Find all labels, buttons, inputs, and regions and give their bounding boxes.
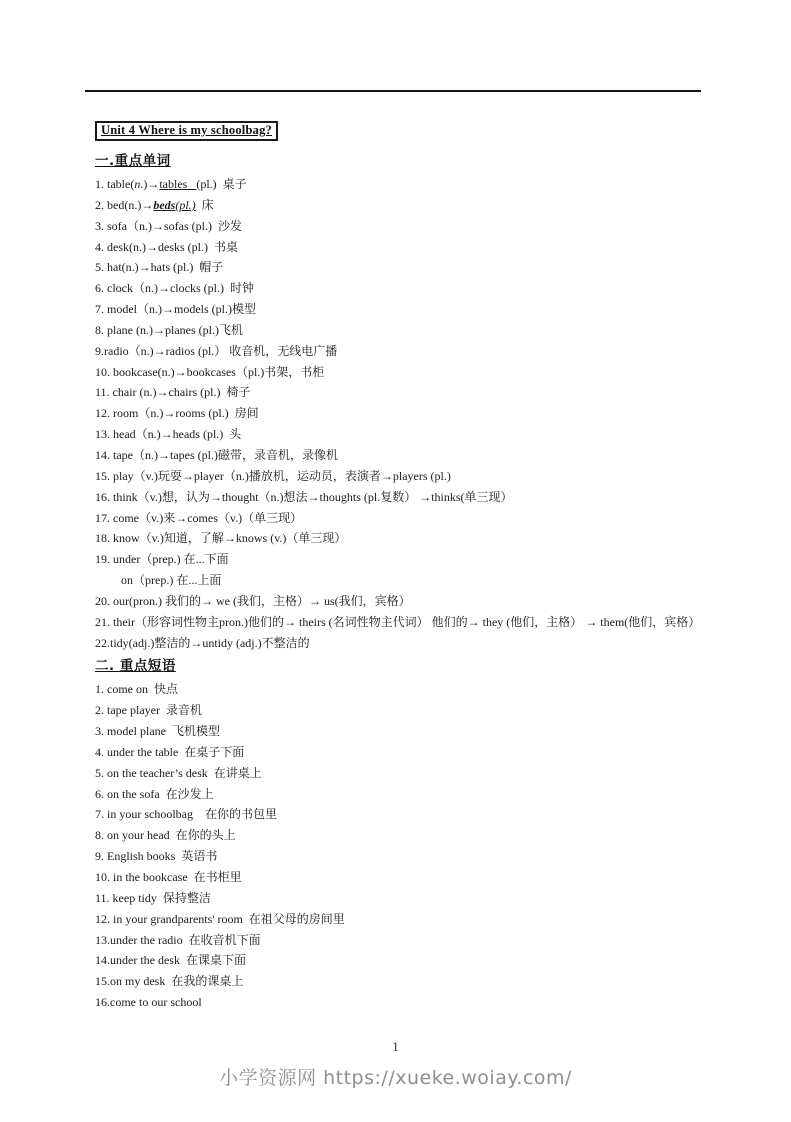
document-content <box>95 121 770 1013</box>
phrase-item: 12. in your grandparents' room 在祖父母的房间里 <box>95 911 345 926</box>
phrase-item: 3. model plane 飞机模型 <box>95 724 220 739</box>
phrase-item: 5. on the teacher’s desk 在讲桌上 <box>95 765 262 780</box>
phrase-item: 13.under the radio 在收音机下面 <box>95 932 261 947</box>
phrase-item: 8. on your head 在你的头上 <box>95 828 236 843</box>
word-item: 2. bed(n.)→beds(pl.) 床 <box>95 197 214 212</box>
phrase-item: 6. on the sofa 在沙发上 <box>95 786 214 801</box>
section-words <box>95 148 770 174</box>
phrase-item: 16.come to our school <box>95 995 202 1010</box>
word-list <box>95 174 770 653</box>
word-item: 11. chair (n.)→chairs (pl.) 椅子 <box>95 385 251 400</box>
word-item: 1. table(n.)→tables (pl.) 桌子 <box>95 177 247 191</box>
word-item: 14. tape（n.)→tapes (pl.)磁带，录音机，录像机 <box>95 447 338 462</box>
phrase-item: 14.under the desk 在课桌下面 <box>95 953 246 968</box>
phrase-item: 2. tape player 录音机 <box>95 703 202 718</box>
word-item: 10. bookcase(n.)→bookcases（pl.)书架，书柜 <box>95 364 325 379</box>
phrase-item: 15.on my desk 在我的课桌上 <box>95 974 244 989</box>
page-number: 1 <box>392 1039 399 1054</box>
phrase-list <box>95 679 770 1013</box>
word-item: 4. desk(n.)→desks (pl.) 书桌 <box>95 239 238 254</box>
site-footer: 小学资源网 https://xueke.woiay.com/ <box>219 1067 572 1089</box>
phrase-item: 11. keep tidy 保持整洁 <box>95 890 211 905</box>
word-item: 18. know（v.)知道，了解→knows (v.)（单三现） <box>95 531 347 546</box>
word-item: on（prep.) 在...上面 <box>121 573 222 588</box>
word-item: 7. model（n.)→models (pl.)模型 <box>95 302 256 317</box>
word-item: 9.radio（n.)→radios (pl.） 收音机，无线电广播 <box>95 343 338 358</box>
header-rule <box>85 90 701 92</box>
phrase-item: 4. under the table 在桌子下面 <box>95 744 245 759</box>
section-heading-phrases: 二. 重点短语 <box>95 658 176 675</box>
word-item: 16. think（v.)想，认为→thought（n.)想法→thoughts (pl.复数） →thinks(单三现） <box>95 489 513 504</box>
phrase-item: 10. in the bookcase 在书柜里 <box>95 870 242 884</box>
word-item: 13. head（n.)→heads (pl.) 头 <box>95 427 242 442</box>
phrase-item: 9. English books 英语书 <box>95 849 218 864</box>
title-row <box>95 121 770 148</box>
section-phrases <box>95 653 770 679</box>
word-item: 3. sofa（n.)→sofas (pl.) 沙发 <box>95 218 242 233</box>
word-item: 6. clock（n.)→clocks (pl.) 时钟 <box>95 281 254 296</box>
word-item: 20. our(pron.) 我们的→ we (我们，主格）→ us(我们，宾格） <box>95 593 411 608</box>
word-item: 19. under（prep.) 在...下面 <box>95 552 229 567</box>
word-item: 15. play（v.)玩耍→player（n.)播放机，运动员，表演者→players (pl.) <box>95 468 451 483</box>
word-item: 17. come（v.)来→comes（v.)（单三现） <box>95 510 303 525</box>
phrase-item: 1. come on 快点 <box>95 682 178 697</box>
word-item: 21. their（形容词性物主pron.)他们的→ theirs (名词性物主代词） 他们的→ they (他们，主格） → them(他们，宾格） <box>95 614 701 629</box>
word-item: 5. hat(n.)→hats (pl.) 帽子 <box>95 260 224 275</box>
word-item: 8. plane (n.)→planes (pl.)飞机 <box>95 322 243 337</box>
document-title: Unit 4 Where is my schoolbag? <box>95 121 278 141</box>
word-item: 22.tidy(adj.)整洁的→untidy (adj.)不整洁的 <box>95 635 310 650</box>
phrase-item: 7. in your schoolbag 在你的书包里 <box>95 807 277 822</box>
section-heading-words: 一.重点单词 <box>95 153 171 169</box>
word-item: 12. room（n.)→rooms (pl.) 房间 <box>95 406 259 421</box>
